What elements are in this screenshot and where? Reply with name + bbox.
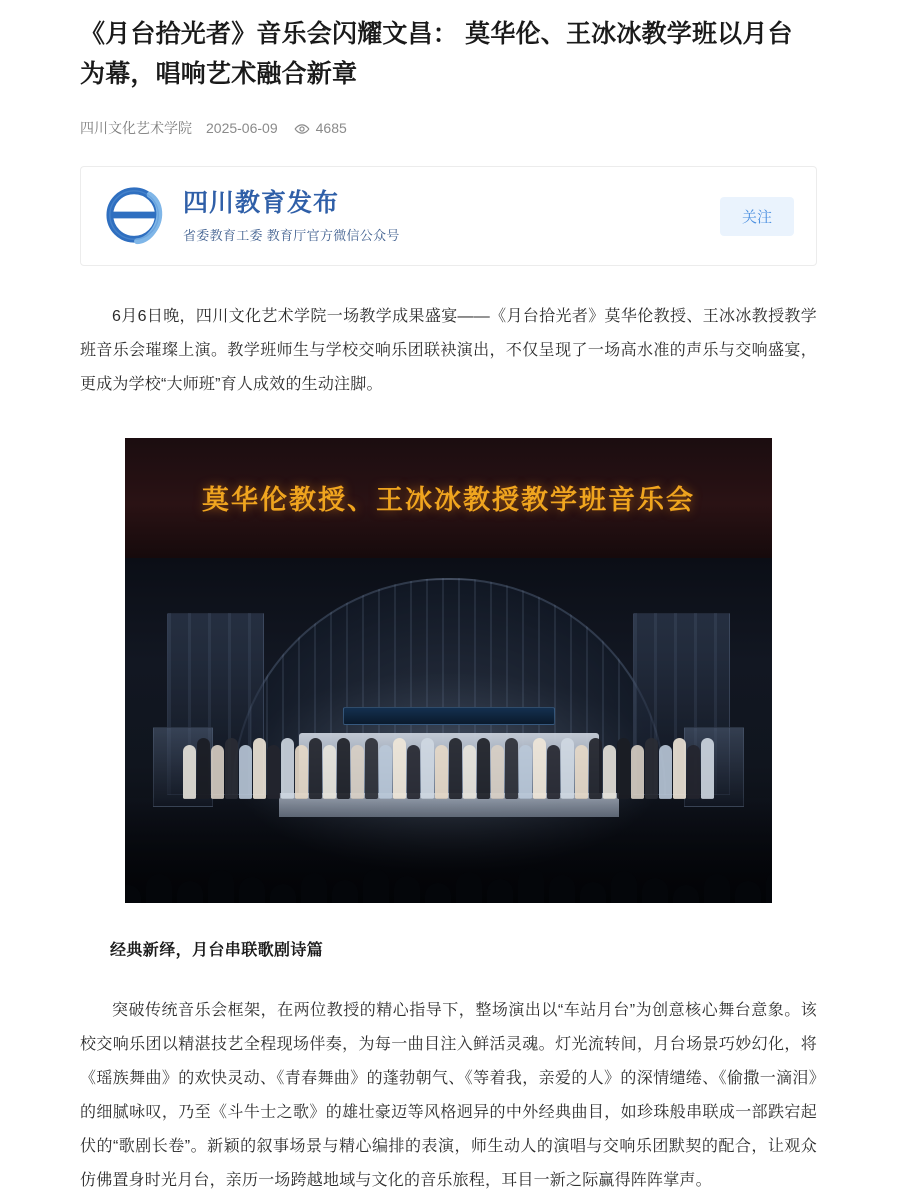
account-name: 四川教育发布 xyxy=(183,189,340,217)
section-heading: 经典新绎，月台串联歌剧诗篇 xyxy=(110,942,324,959)
article-meta xyxy=(80,118,817,138)
sichuan-education-logo-icon xyxy=(105,185,167,247)
article-author: 四川文化艺术学院 xyxy=(80,120,192,136)
stage-hall-backdrop xyxy=(125,558,772,903)
performers-row-decor xyxy=(179,709,719,799)
eye-icon xyxy=(294,121,310,137)
page-title: 《月台拾光者》音乐会闪耀文昌： 莫华伦、王冰冰教学班以月台为幕，唱响艺术融合新章 xyxy=(80,20,793,88)
article-page xyxy=(0,14,897,1198)
paragraph-2: 突破传统音乐会框架，在两位教授的精心指导下，整场演出以“车站月台”为创意核心舞台意象。该校交响乐团以精湛技艺全程现场伴奏，为每一曲目注入鲜活灵魂。灯光流转间，月台场景巧妙幻化，将《瑶族舞曲》的欢快灵动、《青春舞曲》的蓬勃朝气、《等着我，亲爱的人》的深情缱绻、《偷撒一滴泪》的细腻咏叹，乃至《斗牛士之歌》的雄壮豪迈等风格迥异的中外经典曲目，如珍珠般串联成一部跌宕起伏的“歌剧长卷”。新颖的叙事场景与精心编排的表演，师生动人的演唱与交响乐团默契的配合，让观众仿佛置身时光月台，亲历一场跨越地域与文化的音乐旅程，耳目一新之际赢得阵阵掌声。 xyxy=(80,1002,817,1189)
stage-photo-container xyxy=(80,438,817,903)
account-description: 省委教育工委 教育厅官方微信公众号 xyxy=(183,228,400,243)
official-account-card[interactable] xyxy=(80,166,817,266)
audience-silhouette-decor xyxy=(125,845,772,903)
account-text-block xyxy=(183,188,720,244)
view-count: 4685 xyxy=(315,120,347,136)
view-count-group xyxy=(294,120,347,136)
paragraph-1: 6月6日晚，四川文化艺术学院一场教学成果盛宴——《月台拾光者》莫华伦教授、王冰冰教授教学班音乐会璀璨上演。教学班师生与学校交响乐团联袂演出，不仅呈现了一场高水准的声乐与交响盛宴，更成为学校“大师班”育人成效的生动注脚。 xyxy=(80,308,817,393)
follow-button[interactable]: 关注 xyxy=(720,197,794,236)
concert-stage-photo xyxy=(125,438,772,903)
article-date: 2025-06-09 xyxy=(206,120,278,136)
photo-banner-text: 莫华伦教授、王冰冰教授教学班音乐会 xyxy=(202,485,695,516)
